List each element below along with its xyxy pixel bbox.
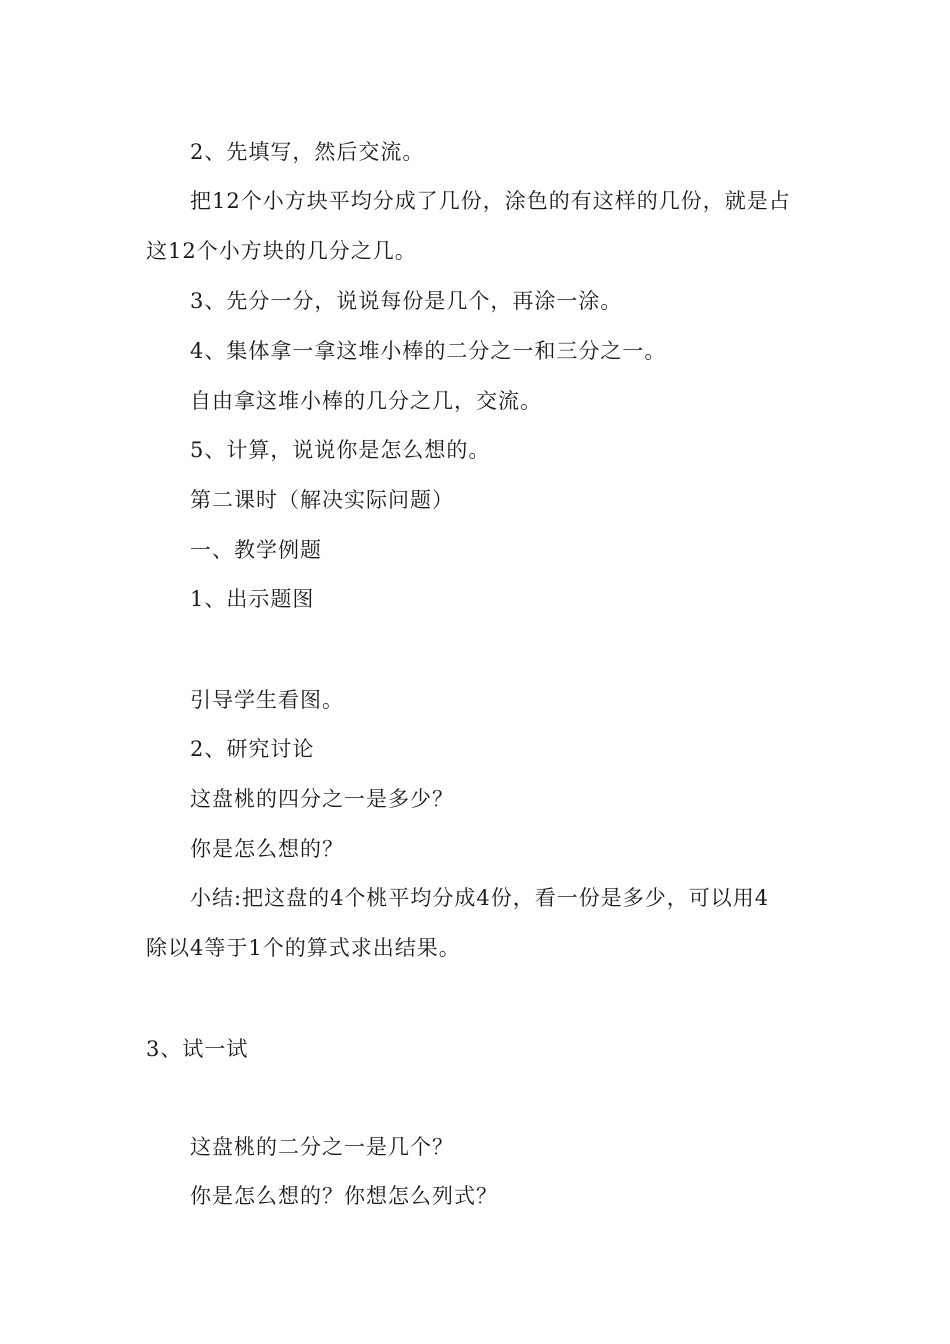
step-3-heading: 3、试一试 [146,1037,249,1061]
section-heading: 第二课时（解决实际问题） [190,488,454,512]
step-4-instruction: 4、集体拿一拿这堆小棒的二分之一和三分之一。 [190,339,667,363]
step-2-instruction: 2、先填写，然后交流。 [190,140,425,164]
paragraph-line: 把12个小方块平均分成了几份，涂色的有这样的几份，就是占 [190,189,791,213]
paragraph-line: 引导学生看图。 [190,688,344,712]
step-3-instruction: 3、先分一分，说说每份是几个，再涂一涂。 [190,289,623,313]
summary-line: 小结:把这盘的4个桃平均分成4份，看一份是多少，可以用4 [190,886,770,910]
paragraph-line: 自由拿这堆小棒的几分之几，交流。 [190,389,542,413]
step-2-heading: 2、研究讨论 [190,737,315,761]
question-line: 这盘桃的二分之一是几个？ [190,1135,454,1159]
subsection-heading: 一、教学例题 [190,538,322,562]
question-line: 你是怎么想的？ [190,837,344,861]
step-1-heading: 1、出示题图 [190,587,315,611]
step-5-instruction: 5、计算，说说你是怎么想的。 [190,438,491,462]
paragraph-line: 这12个小方块的几分之几。 [146,239,417,263]
question-line: 你是怎么想的？你想怎么列式？ [190,1184,498,1208]
question-line: 这盘桃的四分之一是多少？ [190,787,454,811]
summary-line: 除以4等于1个的算式求出结果。 [146,936,461,960]
